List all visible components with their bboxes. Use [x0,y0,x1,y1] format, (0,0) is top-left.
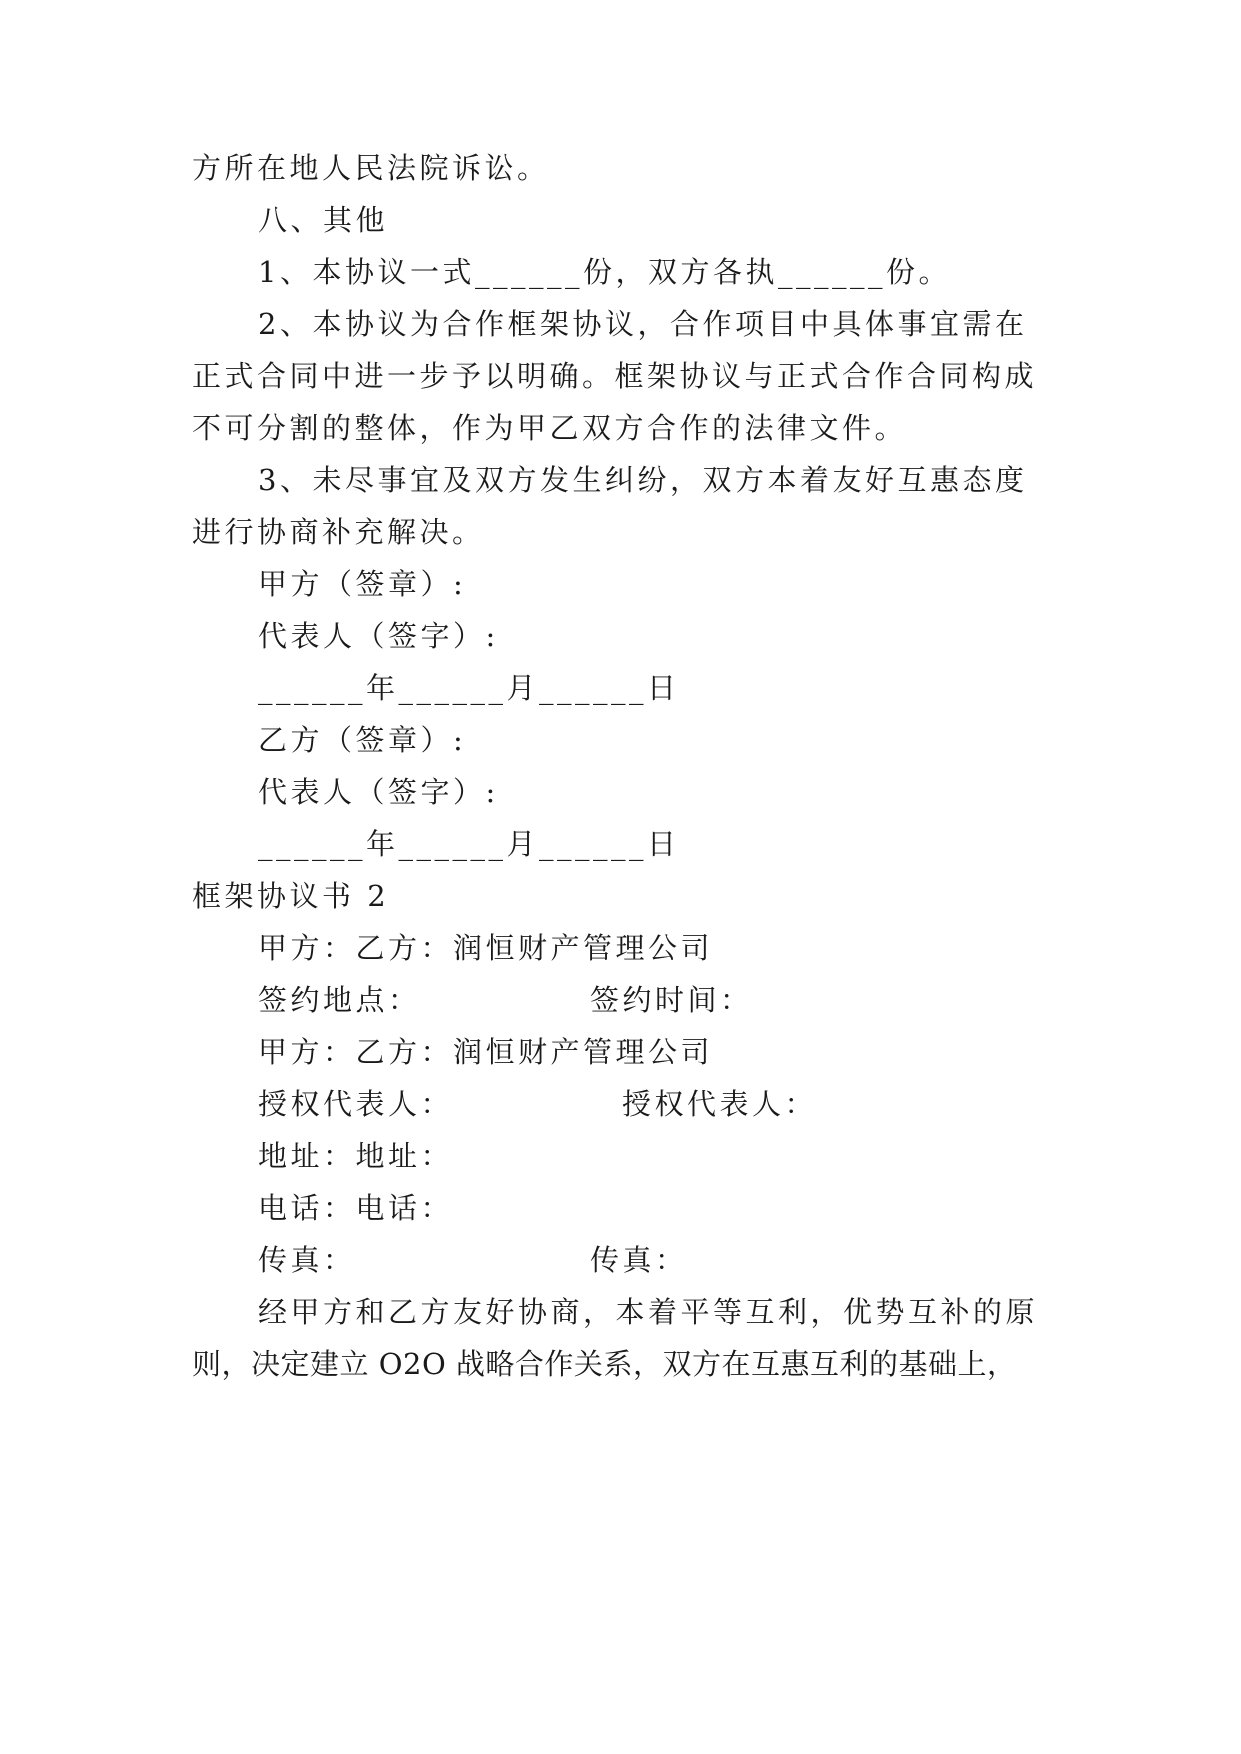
text-line: 传真： [590,1243,688,1277]
text-line: 甲方：乙方：润恒财产管理公司 [258,1035,714,1069]
text-line: 经甲方和乙方友好协商，本着平等互利，优势互补的原 [258,1295,1039,1329]
date-line: ______年______月______日 [258,671,680,705]
text-line: 签约地点： [258,983,421,1017]
text-line: 传真： [258,1243,356,1277]
date-line: ______年______月______日 [258,827,680,861]
text-line: 进行协商补充解决。 [192,515,485,549]
text-line: 正式合同中进一步予以明确。框架协议与正式合作合同构成 [192,359,1038,393]
text-line: 授权代表人： [258,1087,454,1121]
text-line: 3、未尽事宜及双方发生纠纷，双方本着友好互惠态度 [258,463,1028,497]
section-heading: 八、其他 [258,203,389,237]
text-line: 地址：地址： [258,1139,454,1173]
text-line: 2、本协议为合作框架协议，合作项目中具体事宜需在 [258,307,1028,341]
text-line: 授权代表人： [622,1087,818,1121]
document-title: 框架协议书 2 [192,879,390,913]
text-line: 电话：电话： [258,1191,454,1225]
signature-label: 乙方（签章）: [258,723,467,757]
text-line: 方所在地人民法院诉讼。 [192,151,550,185]
text-line: 签约时间： [590,983,753,1017]
text-line: 1、本协议一式______份，双方各执______份。 [258,255,951,289]
text-line: 则，决定建立 O2O 战略合作关系，双方在互惠互利的基础上， [192,1347,1017,1381]
signature-label: 代表人（签字）: [258,775,499,809]
signature-label: 代表人（签字）: [258,619,499,653]
text-line: 不可分割的整体，作为甲乙双方合作的法律文件。 [192,411,908,445]
signature-label: 甲方（签章）: [258,567,467,601]
text-line: 甲方：乙方：润恒财产管理公司 [258,931,714,965]
